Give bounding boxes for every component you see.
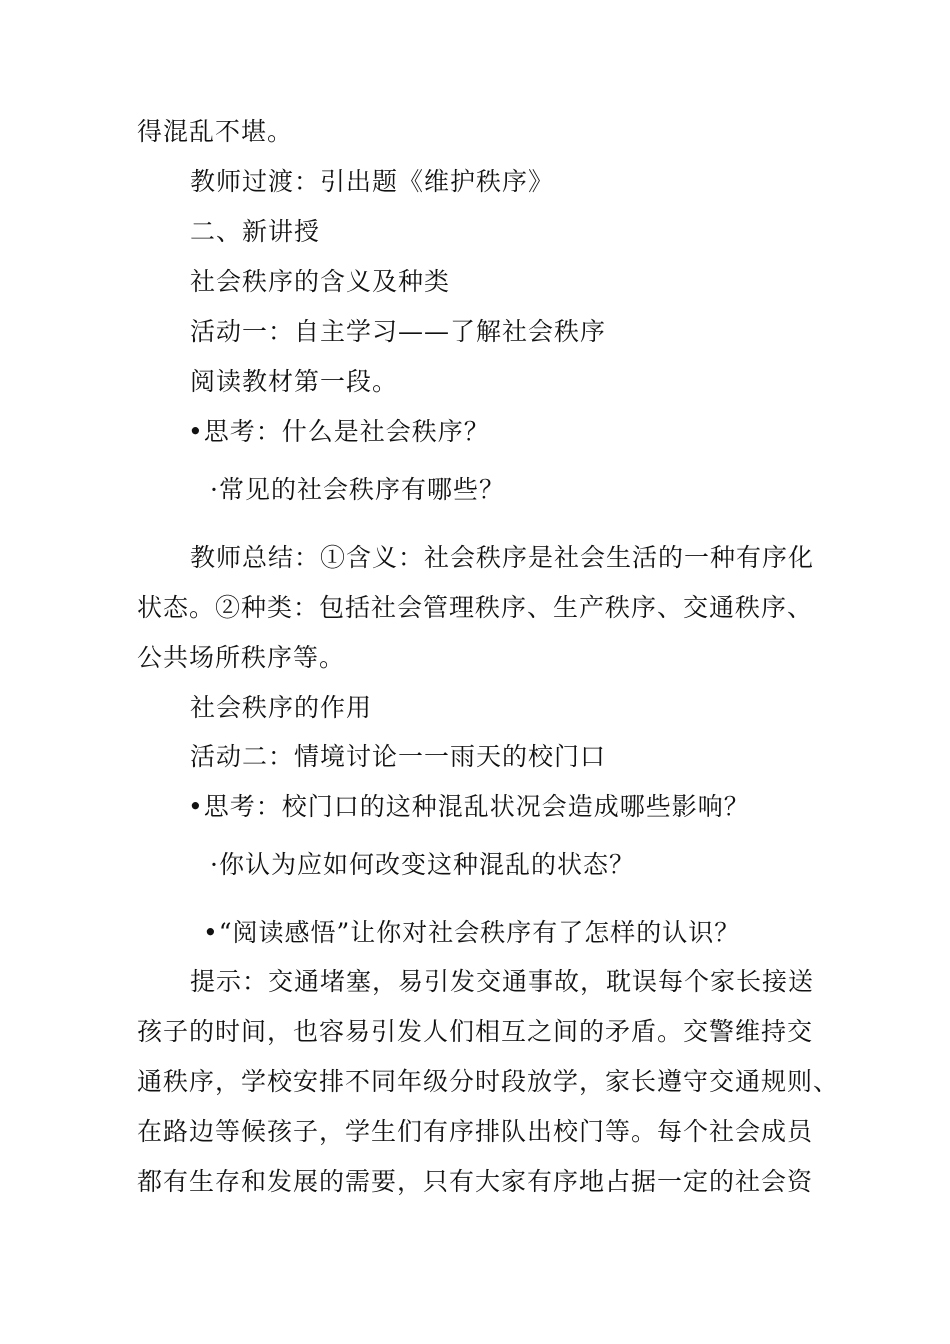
- text-line-12: 社会秩序的作用: [190, 693, 373, 722]
- text-line-13: 活动二：情境讨论一一雨天的校门口: [190, 742, 607, 771]
- text-line-20: 在路边等候孩子，学生们有序排队出校门等。每个社会成员: [137, 1117, 814, 1146]
- text-line-18: 孩子的时间，也容易引发人们相互之间的矛盾。交警维持交: [137, 1017, 814, 1046]
- text-line-7: •思考：什么是社会秩序？: [188, 417, 490, 446]
- text-line-19: 通秩序，学校安排不同年级分时段放学，家长遵守交通规则、: [137, 1067, 840, 1096]
- text-line-8: ·常见的社会秩序有哪些？: [210, 475, 505, 504]
- text-line-17: 提示：交通堵塞，易引发交通事故，耽误每个家长接送: [190, 967, 815, 996]
- text-line-11: 公共场所秩序等。: [137, 643, 346, 672]
- text-line-10: 状态。②种类：包括社会管理秩序、生产秩序、交通秩序、: [137, 593, 814, 622]
- text-line-1: 得混乱不堪。: [137, 117, 294, 146]
- text-line-4: 社会秩序的含义及种类: [190, 267, 451, 296]
- text-line-3: 二、新讲授: [190, 217, 321, 246]
- text-line-15: ·你认为应如何改变这种混乱的状态？: [210, 850, 635, 879]
- text-line-2: 教师过渡：引出题《维护秩序》: [190, 167, 555, 196]
- text-line-9: 教师总结：①含义：社会秩序是社会生活的一种有序化: [190, 543, 815, 572]
- text-line-14: •思考：校门口的这种混乱状况会造成哪些影响？: [188, 792, 750, 821]
- text-line-21: 都有生存和发展的需要，只有大家有序地占据一定的社会资: [137, 1167, 814, 1196]
- text-line-5: 活动一：自主学习——了解社会秩序: [190, 317, 607, 346]
- text-line-16: •“阅读感悟”让你对社会秩序有了怎样的认识？: [203, 918, 741, 947]
- text-line-6: 阅读教材第一段。: [190, 367, 399, 396]
